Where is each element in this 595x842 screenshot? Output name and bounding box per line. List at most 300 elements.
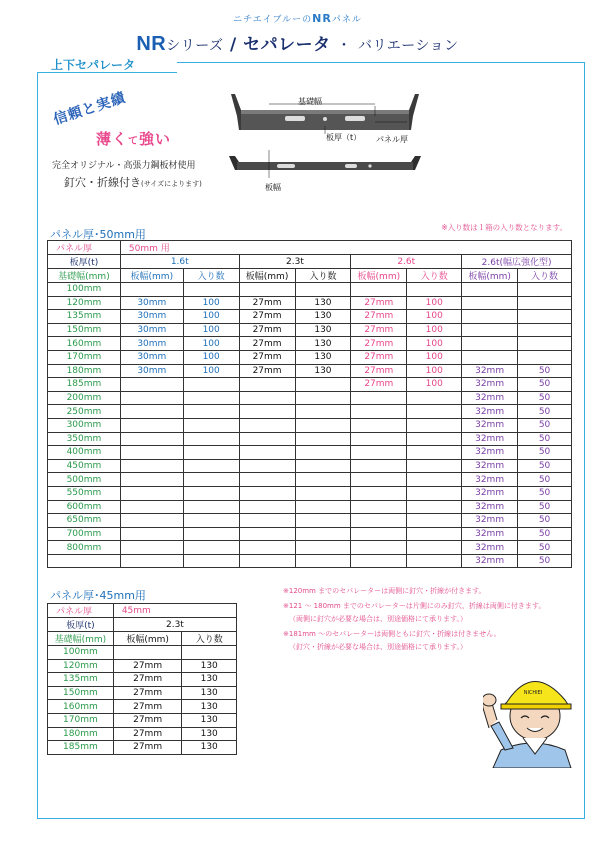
value-cell [407, 486, 462, 500]
value-cell: 130 [295, 337, 351, 351]
table-45mm-body [48, 604, 237, 755]
value-cell [407, 446, 462, 460]
value-cell [239, 541, 295, 555]
header-panel-value: 45mm [113, 604, 236, 618]
worker-mascot [483, 658, 579, 768]
table-header-row [48, 269, 572, 283]
value-cell: 30mm [120, 337, 183, 351]
table-header-row [48, 241, 572, 255]
value-cell [183, 405, 239, 419]
table-row [48, 554, 572, 568]
value-cell [407, 514, 462, 528]
value-cell [183, 459, 239, 473]
value-cell: 32mm [462, 459, 518, 473]
value-cell [295, 418, 351, 432]
value-cell: 32mm [462, 554, 518, 568]
table-header-row [48, 632, 237, 646]
value-cell [120, 554, 183, 568]
base-width-cell: 800mm [48, 541, 121, 555]
section-50mm-title: パネル厚･50mm用 [50, 228, 146, 241]
header-quantity: 入り数 [407, 269, 462, 283]
value-cell [295, 541, 351, 555]
title-nr: NR [136, 33, 167, 55]
value-cell: 100 [407, 350, 462, 364]
value-cell [239, 378, 295, 392]
feature-description [64, 174, 202, 190]
note-1: ※120mm までのセパレーターは両側に釘穴・折線が付きます。 [283, 587, 486, 595]
value-cell: 130 [182, 700, 237, 714]
value-cell [239, 446, 295, 460]
value-cell [239, 405, 295, 419]
value-cell [351, 283, 407, 297]
value-cell: 100 [407, 310, 462, 324]
value-cell: 32mm [462, 391, 518, 405]
base-width-cell: 450mm [48, 459, 121, 473]
value-cell [407, 391, 462, 405]
table-row [48, 283, 572, 297]
stamp-strong-c: 強い [139, 130, 172, 148]
value-cell [295, 459, 351, 473]
value-cell [407, 459, 462, 473]
value-cell [295, 486, 351, 500]
table-row [48, 350, 572, 364]
value-cell: 32mm [462, 432, 518, 446]
header-base-width: 基礎幅(mm) [48, 269, 121, 283]
header-thickness: 2.3t [113, 618, 236, 632]
value-cell: 32mm [462, 364, 518, 378]
value-cell [120, 432, 183, 446]
value-cell: 32mm [462, 541, 518, 555]
helmet-logo: NICHIEI [523, 690, 543, 696]
table-50mm-body [48, 241, 572, 568]
table-row [48, 310, 572, 324]
brand-line [0, 12, 595, 25]
value-cell: 50 [518, 514, 572, 528]
value-cell [351, 418, 407, 432]
value-cell [462, 337, 518, 351]
table-row [48, 296, 572, 310]
brand-text: ニチエイブルーの [233, 15, 313, 25]
value-cell: 27mm [113, 686, 182, 700]
value-cell [407, 541, 462, 555]
header-thickness: 1.6t [120, 255, 239, 269]
base-width-cell: 170mm [48, 350, 121, 364]
value-cell: 50 [518, 486, 572, 500]
notes [283, 585, 583, 654]
value-cell: 27mm [239, 350, 295, 364]
header-panel-label: パネル厚 [48, 604, 114, 618]
value-cell: 32mm [462, 418, 518, 432]
header-thickness: 2.6t(幅広強化型) [462, 255, 572, 269]
header-thick-label: 板厚(t) [48, 255, 121, 269]
value-cell [518, 283, 572, 297]
value-cell [351, 500, 407, 514]
base-width-cell: 250mm [48, 405, 121, 419]
title-slash: / [229, 35, 237, 55]
stamp-strong [96, 128, 171, 149]
table-row [48, 741, 237, 755]
value-cell: 130 [182, 713, 237, 727]
header-thick-label: 板厚(t) [48, 618, 114, 632]
value-cell [120, 391, 183, 405]
value-cell [518, 337, 572, 351]
value-cell: 32mm [462, 486, 518, 500]
section-tag: 上下セパレータ [37, 56, 177, 72]
value-cell [183, 514, 239, 528]
value-cell [518, 350, 572, 364]
table-row [48, 514, 572, 528]
value-cell: 32mm [462, 500, 518, 514]
table-50mm [47, 240, 572, 568]
value-cell: 27mm [113, 700, 182, 714]
value-cell [295, 500, 351, 514]
value-cell [120, 459, 183, 473]
value-cell: 100 [407, 378, 462, 392]
base-width-cell: 100mm [48, 283, 121, 297]
value-cell: 130 [182, 727, 237, 741]
value-cell: 30mm [120, 364, 183, 378]
value-cell [239, 391, 295, 405]
value-cell: 130 [295, 310, 351, 324]
value-cell: 130 [295, 350, 351, 364]
table-row [48, 405, 572, 419]
value-cell [183, 541, 239, 555]
value-cell [239, 473, 295, 487]
value-cell [120, 500, 183, 514]
value-cell [351, 446, 407, 460]
section-45mm-title: パネル厚･45mm用 [50, 589, 146, 602]
value-cell: 50 [518, 554, 572, 568]
base-width-cell: 550mm [48, 486, 121, 500]
value-cell [239, 418, 295, 432]
value-cell: 32mm [462, 446, 518, 460]
value-cell [462, 323, 518, 337]
base-width-cell: 120mm [48, 659, 114, 673]
value-cell [120, 378, 183, 392]
label-panel-thickness: パネル厚 [376, 135, 408, 144]
value-cell: 50 [518, 541, 572, 555]
value-cell [351, 405, 407, 419]
value-cell [407, 554, 462, 568]
value-cell [351, 527, 407, 541]
value-cell: 50 [518, 459, 572, 473]
title-series: シリーズ [166, 38, 224, 54]
quantity-note: ※入り数は１箱の入り数となります。 [441, 223, 567, 232]
value-cell: 27mm [239, 310, 295, 324]
value-cell: 27mm [351, 337, 407, 351]
value-cell: 27mm [239, 323, 295, 337]
value-cell: 130 [182, 741, 237, 755]
value-cell [462, 283, 518, 297]
value-cell [295, 391, 351, 405]
table-header-row [48, 604, 237, 618]
table-row [48, 673, 237, 687]
table-row [48, 700, 237, 714]
base-width-cell: 160mm [48, 337, 121, 351]
value-cell: 50 [518, 418, 572, 432]
value-cell [183, 391, 239, 405]
base-width-cell: 650mm [48, 514, 121, 528]
header-quantity: 入り数 [295, 269, 351, 283]
table-row [48, 500, 572, 514]
value-cell [239, 554, 295, 568]
value-cell: 27mm [113, 713, 182, 727]
base-width-cell: 150mm [48, 323, 121, 337]
value-cell [407, 283, 462, 297]
table-row [48, 486, 572, 500]
value-cell: 50 [518, 378, 572, 392]
value-cell [239, 283, 295, 297]
value-cell [462, 310, 518, 324]
value-cell: 30mm [120, 323, 183, 337]
value-cell [183, 432, 239, 446]
base-width-cell: 135mm [48, 673, 114, 687]
base-width-cell: 150mm [48, 686, 114, 700]
brand-mark: NR [312, 12, 332, 25]
header-plate-width: 板幅(mm) [113, 632, 182, 646]
base-width-cell: 500mm [48, 473, 121, 487]
header-plate-width: 板幅(mm) [239, 269, 295, 283]
value-cell [183, 527, 239, 541]
table-row [48, 646, 237, 660]
value-cell [295, 283, 351, 297]
base-width-cell [48, 554, 121, 568]
table-header-row [48, 255, 572, 269]
value-cell [120, 446, 183, 460]
value-cell: 27mm [351, 378, 407, 392]
table-row [48, 391, 572, 405]
note-2: ※121 ～ 180mm までのセパレーターは片側にのみ釘穴、折線は両側に付きます。 [283, 602, 546, 610]
base-width-cell: 200mm [48, 391, 121, 405]
value-cell [120, 514, 183, 528]
value-cell [183, 554, 239, 568]
value-cell [239, 514, 295, 528]
stamp-trust: 信頼と実績 [51, 89, 128, 129]
base-width-cell: 300mm [48, 418, 121, 432]
base-width-cell: 100mm [48, 646, 114, 660]
header-base-width: 基礎幅(mm) [48, 632, 114, 646]
value-cell [462, 350, 518, 364]
value-cell: 27mm [113, 673, 182, 687]
note-3: （両側に釘穴が必要な場合は、別途価格にて承ります。） [289, 615, 467, 623]
separator-bottom-image [229, 156, 421, 170]
value-cell: 27mm [351, 323, 407, 337]
value-cell [183, 378, 239, 392]
value-cell [295, 378, 351, 392]
value-cell: 100 [407, 323, 462, 337]
value-cell [351, 541, 407, 555]
note-5: （釘穴・折線が必要な場合は、別途価格にて承ります。） [289, 643, 467, 651]
value-cell [183, 473, 239, 487]
table-row [48, 459, 572, 473]
value-cell: 50 [518, 391, 572, 405]
value-cell: 100 [407, 337, 462, 351]
value-cell: 27mm [351, 296, 407, 310]
value-cell [113, 646, 182, 660]
value-cell [183, 446, 239, 460]
value-cell [239, 432, 295, 446]
value-cell [407, 527, 462, 541]
value-cell: 100 [183, 350, 239, 364]
value-cell: 100 [183, 323, 239, 337]
value-cell [407, 405, 462, 419]
base-width-cell: 170mm [48, 713, 114, 727]
value-cell [120, 283, 183, 297]
value-cell [295, 473, 351, 487]
value-cell: 50 [518, 405, 572, 419]
base-width-cell: 160mm [48, 700, 114, 714]
value-cell [462, 296, 518, 310]
header-plate-width: 板幅(mm) [351, 269, 407, 283]
value-cell: 27mm [113, 659, 182, 673]
feature-text: 釘穴・折線付き [64, 176, 141, 189]
value-cell: 27mm [351, 310, 407, 324]
value-cell [120, 541, 183, 555]
table-row [48, 378, 572, 392]
value-cell [295, 405, 351, 419]
header-panel-label: パネル厚 [48, 241, 121, 255]
separator-top-image [231, 94, 419, 130]
value-cell [407, 418, 462, 432]
value-cell [351, 459, 407, 473]
value-cell: 100 [407, 296, 462, 310]
label-plate-width: 板幅 [265, 183, 281, 192]
table-row [48, 541, 572, 555]
value-cell [120, 418, 183, 432]
value-cell [295, 527, 351, 541]
base-width-cell: 135mm [48, 310, 121, 324]
base-width-cell: 120mm [48, 296, 121, 310]
value-cell [351, 432, 407, 446]
value-cell: 100 [183, 310, 239, 324]
base-width-cell: 180mm [48, 364, 121, 378]
header-thickness: 2.3t [239, 255, 351, 269]
value-cell: 50 [518, 432, 572, 446]
value-cell: 50 [518, 527, 572, 541]
value-cell: 32mm [462, 514, 518, 528]
table-header-row [48, 618, 237, 632]
value-cell [120, 527, 183, 541]
value-cell [407, 432, 462, 446]
value-cell: 32mm [462, 378, 518, 392]
value-cell: 100 [183, 364, 239, 378]
table-row [48, 323, 572, 337]
value-cell: 27mm [351, 364, 407, 378]
value-cell [120, 473, 183, 487]
value-cell [182, 646, 237, 660]
header-quantity: 入り数 [182, 632, 237, 646]
value-cell [407, 500, 462, 514]
brand-tail: パネル [331, 15, 362, 25]
value-cell [120, 486, 183, 500]
table-row [48, 337, 572, 351]
value-cell: 32mm [462, 527, 518, 541]
value-cell [518, 310, 572, 324]
value-cell: 30mm [120, 296, 183, 310]
value-cell [239, 500, 295, 514]
value-cell: 130 [295, 364, 351, 378]
value-cell: 32mm [462, 405, 518, 419]
value-cell: 32mm [462, 473, 518, 487]
table-row [48, 686, 237, 700]
value-cell: 30mm [120, 350, 183, 364]
stamp-strong-b: て [128, 136, 140, 147]
label-plate-thickness: 板厚（t） [326, 133, 362, 142]
value-cell: 50 [518, 500, 572, 514]
title-variation: バリエーション [357, 38, 459, 54]
value-cell: 100 [407, 364, 462, 378]
value-cell: 27mm [239, 337, 295, 351]
value-cell: 130 [182, 686, 237, 700]
stamp-strong-a: 薄く [96, 130, 129, 148]
note-4: ※181mm ～のセパレーターは両側ともに釘穴・折線は付きません。 [283, 630, 501, 638]
value-cell [120, 405, 183, 419]
value-cell: 27mm [239, 296, 295, 310]
title-main: セパレータ [243, 35, 331, 55]
base-width-cell: 185mm [48, 741, 114, 755]
value-cell: 50 [518, 473, 572, 487]
value-cell [295, 432, 351, 446]
value-cell [518, 296, 572, 310]
value-cell [351, 473, 407, 487]
value-cell [407, 473, 462, 487]
table-row [48, 659, 237, 673]
table-45mm [47, 603, 237, 755]
value-cell: 100 [183, 296, 239, 310]
base-width-cell: 185mm [48, 378, 121, 392]
table-row [48, 364, 572, 378]
value-cell [183, 418, 239, 432]
base-width-cell: 350mm [48, 432, 121, 446]
value-cell [351, 514, 407, 528]
table-row [48, 527, 572, 541]
value-cell [239, 459, 295, 473]
label-base-width: 基礎幅 [298, 97, 322, 106]
value-cell [518, 323, 572, 337]
value-cell: 50 [518, 446, 572, 460]
header-thickness: 2.6t [351, 255, 462, 269]
value-cell [351, 391, 407, 405]
value-cell: 130 [182, 659, 237, 673]
table-row [48, 432, 572, 446]
table-row [48, 418, 572, 432]
header-panel-value: 50mm 用 [120, 241, 571, 255]
value-cell: 130 [295, 296, 351, 310]
header-plate-width: 板幅(mm) [462, 269, 518, 283]
value-cell: 50 [518, 364, 572, 378]
value-cell [183, 500, 239, 514]
value-cell: 30mm [120, 310, 183, 324]
value-cell [295, 446, 351, 460]
value-cell [295, 514, 351, 528]
base-width-cell: 400mm [48, 446, 121, 460]
table-row [48, 446, 572, 460]
title-dot: ・ [337, 38, 352, 54]
header-plate-width: 板幅(mm) [120, 269, 183, 283]
value-cell: 27mm [239, 364, 295, 378]
value-cell [183, 486, 239, 500]
value-cell: 27mm [113, 727, 182, 741]
feature-note: (サイズによります) [141, 180, 202, 188]
value-cell: 27mm [351, 350, 407, 364]
base-width-cell: 700mm [48, 527, 121, 541]
table-row [48, 473, 572, 487]
base-width-cell: 600mm [48, 500, 121, 514]
page-title [0, 30, 595, 56]
table-row [48, 727, 237, 741]
value-cell [295, 554, 351, 568]
header-quantity: 入り数 [518, 269, 572, 283]
